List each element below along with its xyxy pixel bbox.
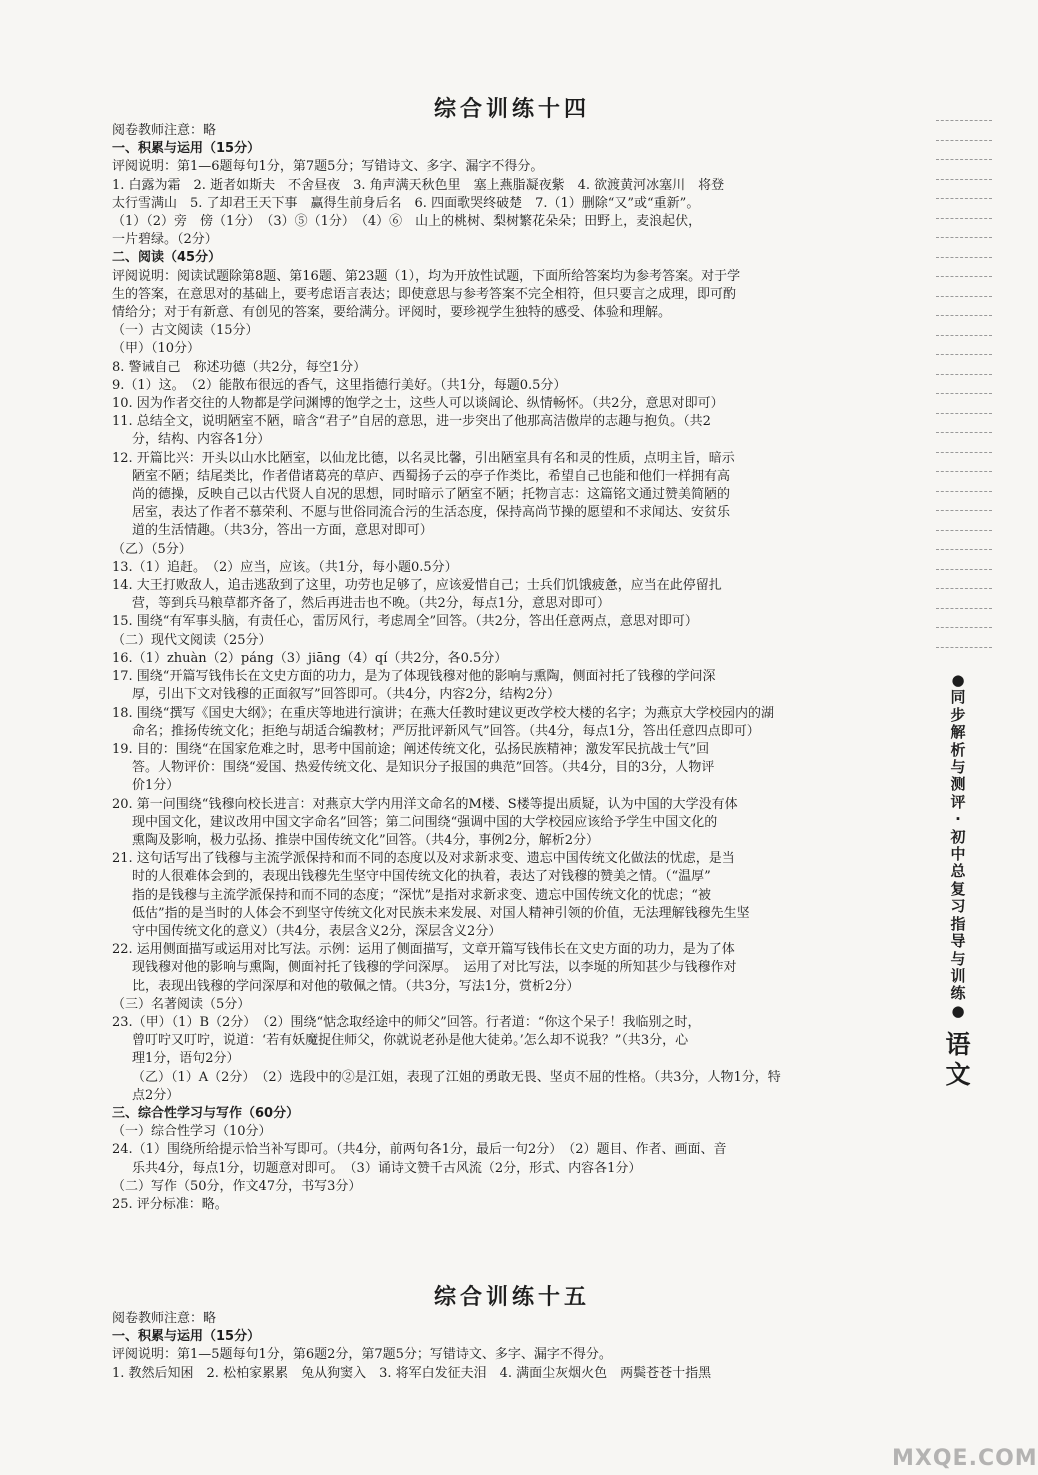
s14-line: 道的生活情趣。（共3分，答出一方面，意思对即可）	[132, 523, 433, 539]
side-dash	[936, 588, 992, 589]
s14-line: （三）名著阅读（5分）	[112, 996, 251, 1012]
s14-line: 15. 围绕“有军事头脑，有责任心，雷厉风行，考虑周全”回答。（共2分，答出任意两点，意思对即可）	[112, 614, 698, 630]
section-title-15: 综合训练十五	[433, 1285, 590, 1310]
s14-line: 指的是钱穆与主流学派保持和而不同的态度；“深忧”是指对求新求变、遗忘中国传统文化的忧虑；“被	[132, 887, 711, 903]
s14-line: 现中国文化，建议改用中国文字命名”回答；第二问围绕“强调中国的大学校园应该给予学生中国文化的	[132, 814, 718, 830]
side-dash	[936, 140, 992, 141]
side-dash	[936, 432, 992, 433]
s14-line: 理1分，语句2分）	[132, 1051, 240, 1067]
s14-line: 19. 目的：围绕“在国家危难之时，思考中国前途；阐述传统文化，弘扬民族精神；激发军民抗战士气”回	[112, 741, 710, 757]
s14-line: 三、综合性学习与写作（60分）	[112, 1105, 300, 1121]
s14-line: 情给分；对于有新意、有创见的答案，要给满分。评阅时，要珍视学生独特的感受、体验和理解。	[112, 305, 672, 321]
s14-line: 17. 围绕“开篇写钱伟长在文史方面的功力，是为了体现钱穆对他的影响与熏陶，侧面衬托了钱穆的学问深	[112, 669, 716, 685]
s14-line: 20. 第一问围绕“钱穆向校长进言：对燕京大学内用洋文命名的M楼、S楼等提出质疑，认为中国的大学没有体	[112, 796, 738, 812]
s14-line: 1. 白露为霜 2. 逝者如斯夫 不舍昼夜 3. 角声满天秋色里 塞上燕脂凝夜紫 4. 欲渡黄河冰塞川 将登	[112, 177, 725, 193]
s15-line: 一、积累与运用（15分）	[112, 1329, 261, 1345]
s14-line: 点2分）	[132, 1087, 180, 1103]
s14-line: （乙）（5分）	[112, 541, 192, 557]
s14-line: 曾叮咛又叮咛，说道：‘若有妖魔捉住师父，你就说老孙是他大徒弟。’怎么却不说我？”（共3分，心	[132, 1033, 689, 1049]
s14-line: 9.（1）这。 （2）能散布很远的香气，这里指德行美好。（共1分，每题0.5分）	[112, 377, 567, 393]
s14-line: 16.（1）zhuàn（2）páng（3）jiāng（4）qí（共2分，各0.5分）	[112, 650, 508, 666]
s14-line: 尚的德操，反映自己以古代贤人自况的思想，同时暗示了陋室不陋；托物言志：这篇铭文通过赞美简陋的	[132, 487, 731, 503]
side-dash	[936, 296, 992, 297]
s14-line: （1）（2）旁 傍（1分） （3）⑤（1分） （4）⑥ 山上的桃树、梨树繁花朵朵；田野上，麦浪起伏，	[112, 214, 702, 230]
side-dash	[936, 393, 992, 394]
side-dash	[936, 530, 992, 531]
s14-line: 11. 总结全文，说明陋室不陋，暗含“君子”自居的意思，进一步突出了他那高洁傲岸的志趣与抱负。（共2	[112, 414, 711, 430]
s14-line: 23.（甲）（1）B（2分） （2）围绕“惦念取经途中的师父”回答。行者道：“你这个呆子！我临别之时，	[112, 1014, 701, 1030]
side-dash	[936, 335, 992, 336]
s14-line: 生的答案，在意思对的基础上，要考虑语言表达；即使意思与参考答案不完全相符，但只要言之成理，即可酌	[112, 286, 737, 302]
s14-line: 一片碧绿。（2分）	[112, 232, 218, 248]
s14-line: 答。人物评价：围绕“爱国、热爱传统文化、是知识分子报国的典范”回答。（共4分，目的3分，人物评	[132, 760, 715, 776]
side-dash	[936, 159, 992, 160]
s14-line: 守中国传统文化的意义）（共4分，表层含义2分，深层含义2分）	[132, 923, 502, 939]
s14-line: 居室，表达了作者不慕荣利、不愿与世俗同流合污的生活态度，保持高尚节操的愿望和不求闻达、安贫乐	[132, 505, 731, 521]
s14-line: 21. 这句话写出了钱穆与主流学派保持和而不同的态度以及对求新求变、遗忘中国传统文化做法的忧虑，是当	[112, 851, 735, 867]
s14-line: 时的人很难体会到的，表现出钱穆先生坚守中国传统文化的执着，表达了对钱穆的赞美之情。（“温厚”	[132, 869, 711, 885]
s14-line: 14. 大王打败敌人，追击逃敌到了这里，功劳也足够了，应该爱惜自己；士兵们饥饿疲惫，应当在此停留扎	[112, 578, 722, 594]
s14-line: 一、积累与运用（15分）	[112, 141, 261, 157]
s14-line: 12. 开篇比兴：开头以山水比陋室，以仙龙比德，以名灵比馨，引出陋室具有名和灵的性质，点明主旨，暗示	[112, 450, 735, 466]
watermark: MXQE.COM	[892, 1446, 1038, 1471]
side-dash	[936, 647, 992, 648]
side-dash	[936, 569, 992, 570]
s14-line: （一）综合性学习（10分）	[112, 1124, 272, 1140]
side-dash	[936, 257, 992, 258]
s14-line: 24.（1）围绕所给提示恰当补写即可。（共4分，前两句各1分，最后一句2分） （2）题目、作者、画面、音	[112, 1142, 727, 1158]
side-dash	[936, 608, 992, 609]
s15-line: 评阅说明：第1—5题每句1分，第6题2分，第7题5分；写错诗文、多字、漏字不得分。	[112, 1347, 612, 1363]
s14-line: 比，表现出钱穆的学问深厚和对他的敬佩之情。（共3分，写法1分，赏析2分）	[132, 978, 580, 994]
side-dash	[936, 549, 992, 550]
s14-line: 25. 评分标准：略。	[112, 1196, 228, 1212]
s14-line: 阅卷教师注意：略	[112, 123, 217, 138]
s14-line: 22. 运用侧面描写或运用对比写法。示例：运用了侧面描写，文章开篇写钱伟长在文史方面的功力，是为了体	[112, 942, 735, 958]
s14-line: 太行雪满山 5. 了却君王天下事 赢得生前身后名 6. 四面歌哭终破楚 7.（1）删除“又”或“重新”。	[112, 195, 700, 211]
section-title-14: 综合训练十四	[433, 97, 590, 122]
side-dash	[936, 120, 992, 121]
s14-line: 评阅说明：阅读试题除第8题、第16题、第23题（1），均为开放性试题，下面所给答案均为参考答案。对于学	[112, 268, 741, 284]
side-dash	[936, 374, 992, 375]
s14-line: 价1分）	[132, 778, 180, 794]
side-dash	[936, 471, 992, 472]
side-dash	[936, 237, 992, 238]
s14-line: 18. 围绕“撰写《国史大纲》；在重庆等地进行演讲；在燕大任教时建议更改学校大楼的名字；为燕京大学校园内的湖	[112, 705, 774, 721]
s14-line: 13.（1）追赶。 （2）应当，应该。（共1分，每小题0.5分）	[112, 559, 458, 575]
s14-line: 二、阅读（45分）	[112, 250, 222, 266]
s15-line: 1. 教然后知困 2. 松柏家累累 兔从狗窦入 3. 将军白发征夫泪 4. 满面尘灰烟火色 两鬓苍苍十指黑	[112, 1365, 712, 1381]
s14-line: （一）古文阅读（15分）	[112, 323, 259, 339]
s14-line: （乙）（1）A（2分） （2）选段中的②是江姐，表现了江姐的勇敢无畏、坚贞不屈的性格。（共3分，人物1分，特	[132, 1069, 781, 1085]
s14-line: 现钱穆对他的影响与熏陶，侧面衬托了钱穆的学问深厚。 运用了对比写法，以李埏的所知甚少与钱穆作对	[132, 960, 737, 976]
s14-line: （甲）（10分）	[112, 341, 201, 357]
side-dash	[936, 354, 992, 355]
s14-line: 10. 因为作者交往的人物都是学问渊博的饱学之士，这些人可以谈阔论、纵情畅怀。（共2分，意思对即可）	[112, 396, 724, 412]
series-title-vertical: ●同步解析与测评·初中总复习指导与训练●	[950, 671, 966, 1020]
s14-line: 低估”指的是当时的人体会不到坚守传统文化对民族未来发展、对国人精神引领的价值，无法理解钱穆先生坚	[132, 905, 750, 921]
side-dash	[936, 218, 992, 219]
s14-line: 熏陶及影响，极力弘扬、推崇中国传统文化”回答。（共4分，事例2分，解析2分）	[132, 832, 599, 848]
side-dash	[936, 627, 992, 628]
s14-line: 分，结构、内容各1分）	[132, 432, 271, 448]
s14-line: （二）写作（50分，作文47分，书写3分）	[112, 1178, 362, 1194]
side-dash	[936, 315, 992, 316]
s14-line: 厚，引出下文对钱穆的正面叙写”回答即可。（共4分，内容2分，结构2分）	[132, 687, 560, 703]
s14-line: 营，等到兵马粮草都齐备了，然后再进击也不晚。（共2分，每点1分，意思对即可）	[132, 596, 611, 612]
s14-line: 陋室不陋；结尾类比，作者借诸葛亮的草庐、西蜀扬子云的亭子作类比，希望自己也能和他们一样拥有高	[132, 468, 731, 484]
s14-line: 8. 警诫自己 称述功德（共2分，每空1分）	[112, 359, 367, 375]
side-dash	[936, 198, 992, 199]
s14-line: 评阅说明：第1—6题每句1分，第7题5分；写错诗文、多字、漏字不得分。	[112, 159, 544, 175]
s14-line: 命名；推扬传统文化；拒绝与胡适合编教材；严厉批评新风气”回答。（共4分，每点1分，答出任意四点即可）	[132, 723, 760, 739]
section-14-body	[112, 122, 912, 1214]
s14-line: （二）现代文阅读（25分）	[112, 632, 272, 648]
side-dash	[936, 276, 992, 277]
s14-line: 乐共4分，每点1分，切题意对即可。 （3）诵诗文赞千古风流（2分，形式、内容各1分）	[132, 1160, 642, 1176]
side-dash	[936, 491, 992, 492]
side-dash	[936, 452, 992, 453]
side-dash	[936, 179, 992, 180]
section-15-body	[112, 1310, 912, 1383]
subject-label: 语文	[945, 1030, 971, 1089]
side-dash	[936, 413, 992, 414]
side-dash	[936, 510, 992, 511]
s15-line: 阅卷教师注意：略	[112, 1311, 217, 1326]
